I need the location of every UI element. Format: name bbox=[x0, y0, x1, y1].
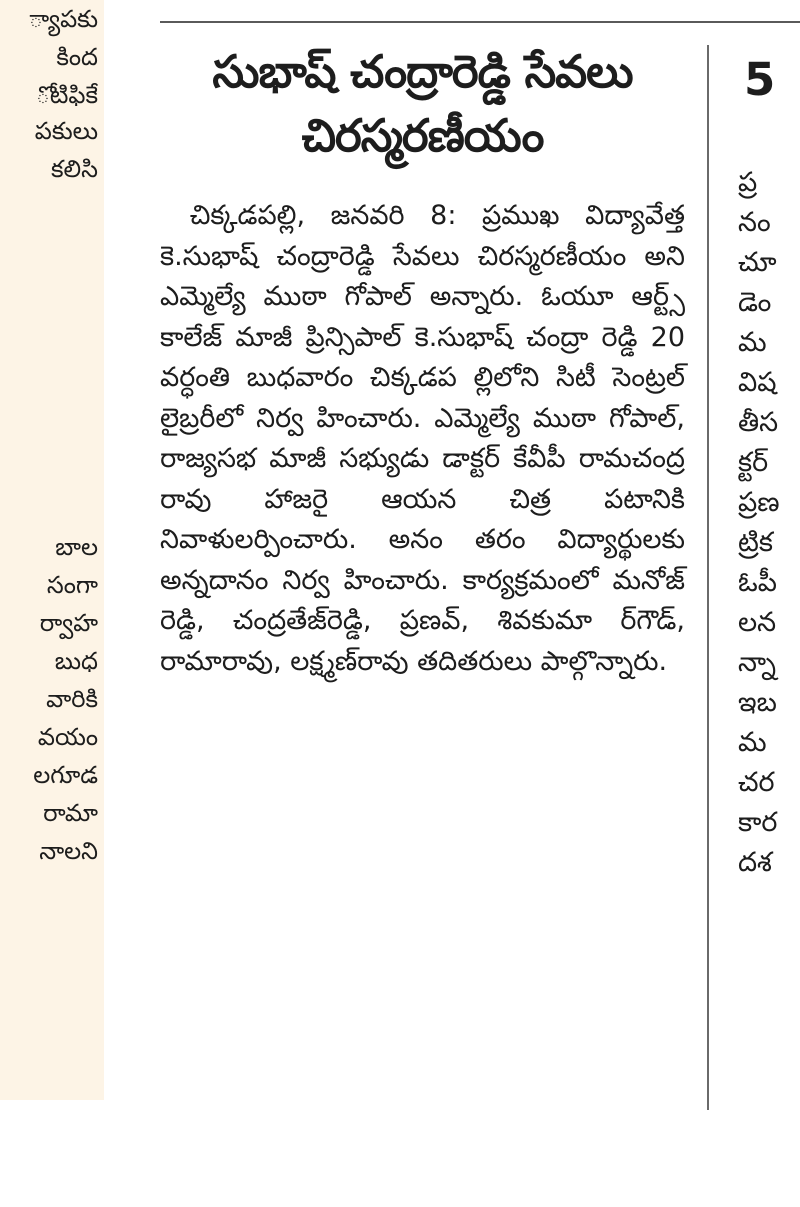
right-column-line: డెం bbox=[738, 287, 772, 318]
right-column-line: ప్రణ bbox=[738, 487, 780, 518]
left-column-line: లగూడ bbox=[33, 761, 98, 789]
right-column-line: ప్ర bbox=[738, 167, 758, 198]
left-column-line: పకులు bbox=[34, 117, 98, 145]
left-column-line: కలిసి bbox=[51, 155, 98, 183]
left-column-line: వారికి bbox=[46, 685, 98, 713]
right-column-heading: 5 bbox=[744, 53, 776, 106]
right-column-line: చూ bbox=[738, 247, 777, 278]
right-column-line: న్నా bbox=[738, 647, 776, 678]
right-column-line: మ bbox=[738, 327, 767, 358]
left-column-line: బుధ bbox=[54, 647, 98, 675]
right-column-line: ఓపీ bbox=[738, 567, 777, 598]
right-column-line: చర bbox=[738, 767, 775, 798]
right-column-line: తీస bbox=[738, 407, 779, 438]
top-rule bbox=[160, 21, 800, 23]
right-column-fragment bbox=[728, 0, 800, 1207]
left-column-line: నాలని bbox=[39, 837, 98, 865]
right-column-line: లన bbox=[738, 607, 777, 638]
left-column-line: కింద bbox=[56, 43, 98, 71]
right-column-line: ట్రిక bbox=[738, 527, 773, 558]
right-column-line: విష bbox=[738, 367, 777, 398]
right-column-line: మ bbox=[738, 727, 767, 758]
left-column-line: ోటిఫికే bbox=[36, 81, 98, 109]
article bbox=[160, 40, 685, 682]
left-column-line: రామా bbox=[43, 799, 98, 827]
article-body: చిక్కడపల్లి, జనవరి 8: ప్రముఖ విద్యావేత్త కె.సుభాష్ చంద్రారెడ్డి సేవలు చిరస్మరణీయం అని ఎమ్మెల్యే ముఠా గోపాల్ అన్నారు. ఓయూ ఆర్ట్స్ కాలేజ్ మాజీ ప్రిన్సిపాల్ కె.సుభాష్ చంద్రా రెడ్డి 20 వర్ధంతి బుధవారం చిక్కడప ల్లిలోని సిటీ సెంట్రల్ లైబ్రరీలో నిర్వ హించారు. ఎమ్మెల్యే ముఠా గోపాల్, రాజ్యసభ మాజీ సభ్యుడు డాక్టర్ కేవీపీ రామచంద్ర రావు హాజరై ఆయన చిత్ర పటానికి నివాళులర్పించారు. అనం తరం విద్యార్థులకు అన్నదానం నిర్వ హించారు. కార్యక్రమంలో మనోజ్ రెడ్డి, చంద్రతేజ్‌రెడ్డి, ప్రణవ్, శివకుమా ర్‌గౌడ్, రామారావు, లక్ష్మణ్‌రావు తదితరులు పాల్గొన్నారు. bbox=[160, 200, 685, 677]
left-column-line: వయం bbox=[37, 723, 98, 751]
left-column-fragment bbox=[0, 0, 104, 1100]
left-column-line: సంగా bbox=[46, 571, 98, 599]
left-column-line: ర్వాహ bbox=[39, 609, 98, 637]
right-column-line: నం bbox=[738, 207, 771, 238]
left-column-line: బాల bbox=[55, 533, 98, 561]
column-divider bbox=[707, 45, 709, 1110]
right-column-line: క్టర్ bbox=[738, 447, 769, 478]
headline-line-1: సుభాష్ చంద్రారెడ్డి సేవలు bbox=[212, 45, 633, 98]
article-headline bbox=[160, 40, 685, 168]
right-column-line: ఇబ bbox=[738, 687, 777, 718]
right-column-line: కార bbox=[738, 807, 778, 838]
right-column-line: దశ bbox=[738, 847, 772, 878]
headline-line-2: చిరస్మరణీయం bbox=[301, 109, 544, 162]
left-column-line: ్యాపకు bbox=[29, 5, 98, 33]
